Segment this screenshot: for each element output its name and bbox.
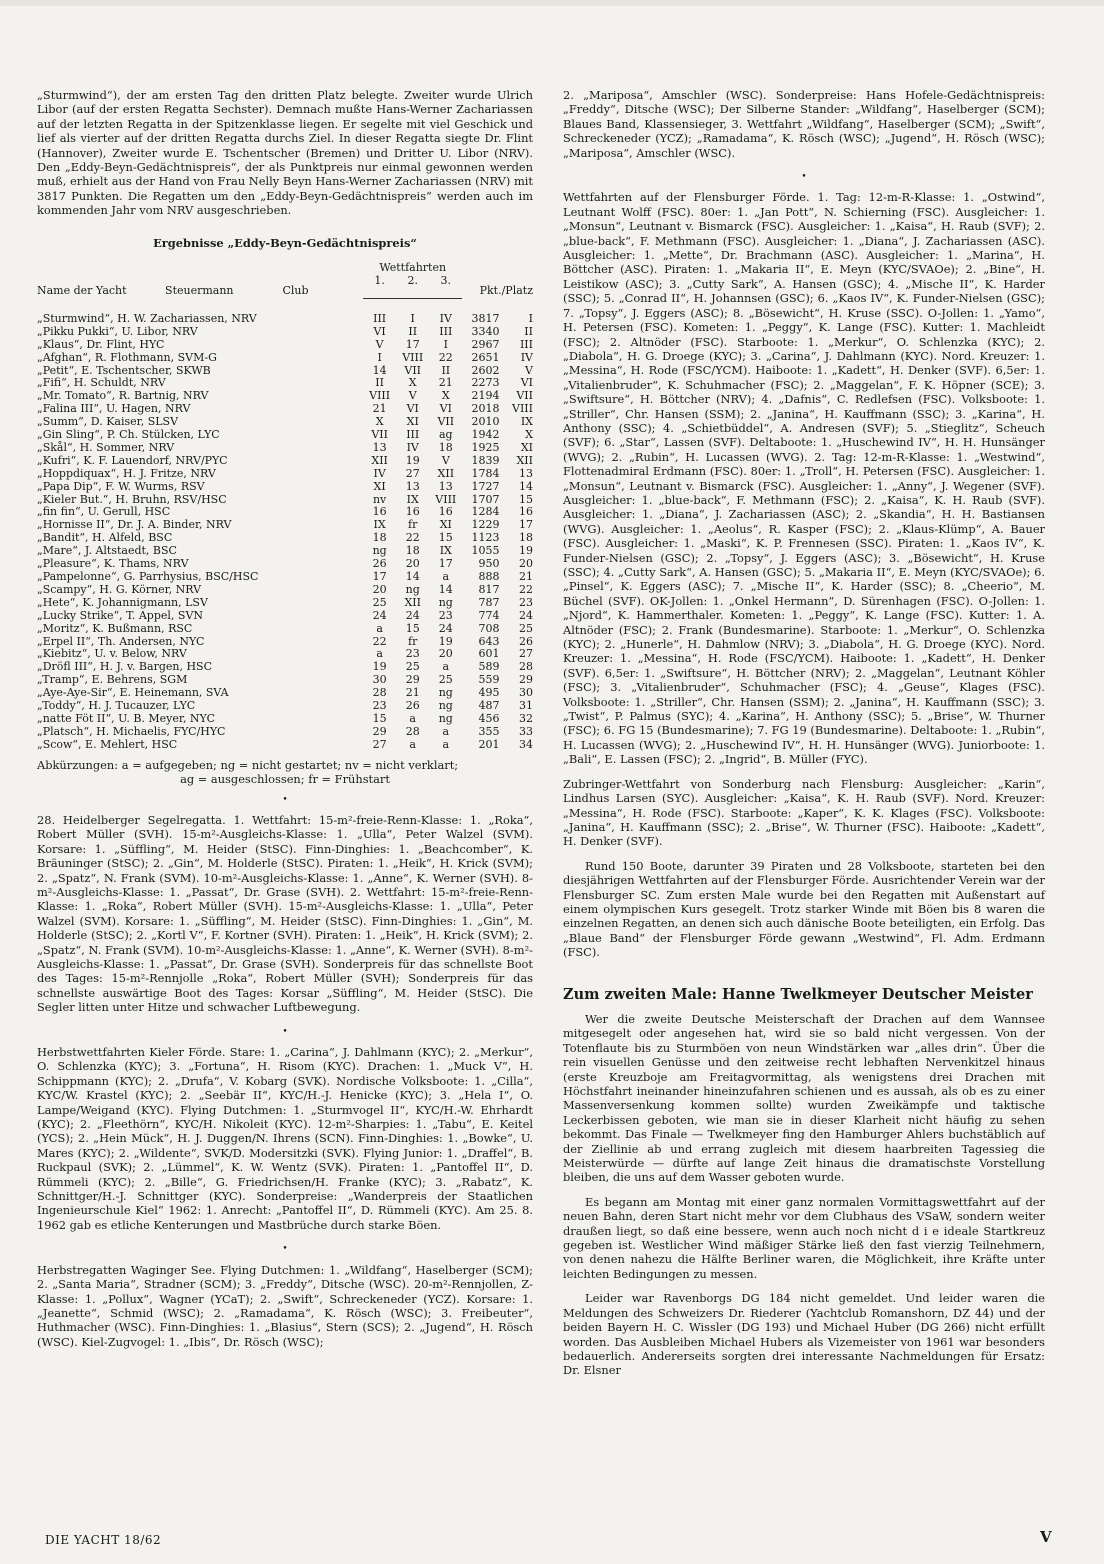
table-row (37, 726, 533, 739)
race-3-cell: 22 (438, 350, 453, 364)
table-row (37, 610, 533, 623)
table-row (37, 429, 533, 442)
table-row (37, 481, 533, 494)
yacht-name-cell: „Hornisse II“, Dr. J. A. Binder, NRV (37, 518, 232, 532)
place-cell: 13 (519, 466, 533, 480)
race-1-cell: ng (372, 544, 387, 558)
race-2-cell: 25 (405, 660, 420, 674)
race-3-cell: 19 (438, 634, 453, 648)
points-cell: 2273 (471, 376, 500, 390)
race-3-cell: X (441, 389, 450, 403)
abbreviations-line-2: ag = ausgeschlossen; fr = Frühstart (180, 772, 390, 787)
race-3-cell: ng (438, 595, 453, 609)
yacht-name-cell: „Sturmwind“, H. W. Zachariassen, NRV (37, 311, 257, 325)
race-1-cell: 23 (372, 699, 387, 713)
race-2-cell: 26 (405, 699, 420, 713)
race-3-cell: ag (438, 428, 453, 442)
race-2-cell: IX (406, 492, 419, 506)
yacht-name-cell: „Papa Dip“, F. W. Wurms, RSV (37, 479, 205, 493)
race-2-cell: 15 (405, 621, 420, 635)
separator-star: • (282, 794, 288, 805)
yacht-name-cell: „Pleasure“, K. Thams, NRV (37, 557, 189, 571)
place-cell: V (525, 363, 533, 377)
yacht-name-cell: „Toddy“, H. J. Tucauzer, LYC (37, 699, 196, 713)
race-3-cell: XI (439, 518, 452, 532)
race-2-cell: 23 (405, 647, 420, 661)
points-cell: 2010 (471, 415, 500, 429)
place-cell: 20 (519, 557, 533, 571)
points-cell: 1229 (471, 518, 500, 532)
place-cell: VI (520, 376, 533, 390)
right-column (563, 88, 1045, 1388)
race-2-cell: 17 (405, 337, 420, 351)
table-row (37, 442, 533, 455)
yacht-name-cell: „Kiebitz“, U. v. Below, NRV (37, 647, 187, 661)
zubringer-report: Zubringer-Wettfahrt von Sonderburg nach Flensburg: Ausgleicher: „Karin“, Lindhus Larsen (SYC). Ausgleicher: „Kaisa“, K. H. Raub (SVF). Nord. Kreuzer: „Messina“, H. Rode (FSC). Starboote: „Kaper“, K. K. Klages (FSC). Volksboote: „Janina“, H. Kauffmann (SSC); 2. „Brise“, W. Thurner (FSC). Haiboote: „Kadett“, H. Denker (SVF). (563, 776, 1045, 849)
points-cell: 774 (478, 608, 500, 622)
race-3-cell: V (441, 453, 450, 467)
race-1-cell: 30 (372, 673, 387, 687)
race-2-cell: X (408, 376, 417, 390)
race-2-cell: VII (404, 363, 422, 377)
race-3-cell: 24 (438, 621, 453, 635)
yacht-name-cell: „Mr. Tomato“, R. Bartnig, NRV (37, 389, 209, 403)
race-1-cell: 20 (372, 582, 387, 596)
race-2-cell: IV (406, 440, 419, 454)
place-cell: XII (516, 453, 533, 467)
race-3-cell: a (442, 737, 450, 751)
waging-report: Herbstregatten Waginger See. Flying Dutchmen: 1. „Wildfang“, Haselberger (SCM); 2. „Santa Maria“, Stradner (SCM); 3. „Freddy“, Ditsche (WSC). 20-m²-Rennjollen, Z-Klasse: 1. „Pollux“, Wagner (YCaT); 2. „Swift“, Schreckeneder (YCZ). Korsare: 1. „Jeanette“, Schmid (WSC); 2. „Ramadama“, K. Rösch (WSC); 3. Freibeuter“, Huthmacher (WSC). Finn-Dinghies: 1. „Blasius“, Stern (SCS); 2. „Jugend“, H. Rösch (WSC). Kiel-Zugvogel: 1. „Ibis“, Dr. Rösch (WSC); (37, 1262, 533, 1349)
results-table (37, 262, 533, 752)
race-3-cell: 23 (438, 608, 453, 622)
race-1-cell: IX (373, 518, 386, 532)
yacht-name-cell: „Pampelonne“, G. Parrhysius, BSC/HSC (37, 570, 259, 583)
header-points-place: Pkt./Platz (479, 284, 533, 298)
place-cell: 24 (519, 608, 533, 622)
yacht-name-cell: „Tramp“, E. Behrens, SGM (37, 673, 188, 687)
race-2-cell: 20 (405, 557, 420, 571)
race-3-cell: 14 (438, 582, 453, 596)
race-3-cell: 18 (438, 440, 453, 454)
race-2-cell: 29 (405, 673, 420, 687)
place-cell: 16 (519, 505, 533, 519)
points-cell: 3817 (471, 311, 500, 325)
header-name: Name der Yacht Steuermann Club (37, 284, 309, 298)
race-3-cell: 21 (438, 376, 453, 390)
place-cell: 25 (519, 621, 533, 635)
table-row (37, 584, 533, 597)
points-cell: 2194 (471, 389, 500, 403)
yacht-name-cell: „Scampy“, H. G. Körner, NRV (37, 582, 202, 596)
place-cell: VII (516, 389, 533, 403)
yacht-name-cell: „Mare“, J. Altstaedt, BSC (37, 544, 177, 558)
table-row (37, 298, 533, 325)
points-cell: 559 (478, 673, 500, 687)
yacht-name-cell: „Kufri“, K. F. Lauendorf, NRV/PYC (37, 453, 228, 467)
place-cell: 14 (519, 479, 533, 493)
points-cell: 1284 (471, 505, 500, 519)
race-3-cell: 17 (438, 557, 453, 571)
race-2-cell: 19 (405, 453, 420, 467)
points-cell: 1784 (471, 466, 500, 480)
race-1-cell: 29 (372, 724, 387, 738)
yacht-name-cell: „Afghan“, R. Flothmann, SVM-G (37, 350, 217, 364)
separator-star: • (282, 1026, 288, 1037)
place-cell: 32 (519, 711, 533, 725)
race-3-cell: 20 (438, 647, 453, 661)
race-2-cell: V (408, 389, 417, 403)
abbreviations (37, 758, 533, 787)
place-cell: X (525, 428, 533, 442)
place-cell: 26 (519, 634, 533, 648)
place-cell: 18 (519, 531, 533, 545)
race-1-cell: 28 (372, 686, 387, 700)
place-cell: III (519, 337, 533, 351)
points-cell: 2967 (471, 337, 500, 351)
race-1-cell: nv (372, 492, 387, 506)
race-1-cell: a (376, 621, 383, 635)
yacht-name-cell: „Petit“, E. Tschentscher, SKWB (37, 363, 211, 377)
race-2-cell: 24 (405, 608, 420, 622)
place-cell: 22 (519, 582, 533, 596)
points-cell: 589 (478, 660, 500, 674)
yacht-name-cell: „Moritz“, K. Bußmann, RSC (37, 621, 193, 635)
points-cell: 2018 (471, 402, 500, 416)
place-cell: 17 (519, 518, 533, 532)
place-cell: 27 (519, 647, 533, 661)
place-cell: 33 (519, 724, 533, 738)
race-3-cell: VI (439, 402, 452, 416)
intro-paragraph: „Sturmwind“), der am ersten Tag den dritten Platz belegte. Zweiter wurde Ulrich Libor (auf der ersten Regatta Sechster). Demnach mußte Hans-Werner Zachariassen auf der letzten Regatta in der Spitzenklasse liegen. Er segelte mit viel Geschick und lief als vierter auf der dritten Regatta durchs Ziel. In dieser Regatta siegte Dr. Flint (Hannover), Zweiter wurde E. Tschentscher (Bremen) und Dritter U. Libor (NRV). Den „Eddy-Beyn-Gedächtnispreis“, der als Punktpreis nur einmal gewonnen werden muß, erhielt aus der Hand von Frau Nelly Beyn Hans-Werner Zachariassen (NRV) mit 3817 Punkten. Die Regatten um den „Eddy-Beyn-Gedächtnispreis“ werden auch im kommenden Jahr vom NRV ausgeschrieben. (37, 88, 533, 218)
race-3-cell: 13 (438, 479, 453, 493)
yacht-name-cell: „Pikku Pukki“, U. Libor, NRV (37, 324, 198, 338)
race-1-cell: 19 (372, 660, 387, 674)
race-2-cell: 13 (405, 479, 420, 493)
points-cell: 643 (478, 634, 500, 648)
magazine-footer: DIE YACHT 18/62 (45, 1533, 162, 1547)
points-cell: 456 (478, 711, 500, 725)
points-cell: 1925 (471, 440, 500, 454)
race-3-cell: VII (437, 415, 455, 429)
place-cell: I (528, 311, 533, 325)
race-2-cell: ng (405, 582, 420, 596)
place-cell: VIII (512, 402, 533, 416)
yacht-name-cell: „Klaus“, Dr. Flint, HYC (37, 337, 165, 351)
race-1-cell: VII (371, 428, 388, 442)
race-1-cell: VI (373, 324, 386, 338)
race-3-cell: II (441, 363, 451, 377)
race-2-cell: VIII (402, 350, 424, 364)
points-cell: 1727 (471, 479, 500, 493)
race-3-cell: III (439, 324, 453, 338)
race-1-cell: III (373, 311, 387, 325)
race-1-cell: II (375, 376, 384, 390)
race-1-cell: 27 (372, 737, 387, 751)
flensburg-summary: Rund 150 Boote, darunter 39 Piraten und 28 Volksboote, starteten bei den diesjährigen Wettfahrten auf der Flensburger Förde. Ausrichtender Verein war der Flensburger SC. Zum ersten Male wurde bei den Regatten mit Außenstart auf einem olympischen Kurs gesegelt. Trotz starker Winde mit Böen bis 8 waren die einzelnen Regatten, an denen sich auch dänische Boote beteiligten, ein Erfolg. Das „Blaue Band“ der Flensburger Förde gewann „Westwind“, Fl. Adm. Erdmann (FSC). (563, 858, 1045, 960)
heidelberg-report: 28. Heidelberger Segelregatta. 1. Wettfahrt: 15-m²-freie-Renn-Klasse: 1. „Roka“, Robert Müller (SVH). 15-m²-Ausgleichs-Klasse: 1. „Ulla“, Peter Walzel (SVM). Korsare: 1. „Süffling“, M. Heider (StSC). Finn-Dinghies: 1. „Beachcomber“, K. Bräuninger (StSC); 2. „Gin“, M. Holderle (StSC). Piraten: 1. „Heik“, H. Krick (SVM); 2. „Spatz“, N. Frank (SVM). 10-m²-Ausgleichs-Klasse: 1. „Anne“, K. Werner (SVH). 8-m²-Ausgleichs-Klasse: 1. „Passat“, Dr. Grase (SVH). 2. Wettfahrt: 15-m²-freie-Renn-Klasse: 1. „Roka“, Robert Müller (SVH). 15-m²-Ausgleichs-Klasse: 1. „Ulla“, Peter Walzel (SVM). Korsare: 1. „Süffling“, M. Heider (StSC). Finn-Dinghies: 1. „Gin“, M. Holderle (StSC); 2. „Kortl V“, F. Kortner (SVH). Piraten: 1. „Heik“, H. Krick (SVM); 2. „Spatz“, N. Frank (SVM). 10-m²-Ausgleichs-Klasse: 1. „Anne“, K. Werner (SVH). 8-m²-Ausgleichs-Klasse: 1. „Passat“, Dr. Grase (SVH). Sonderpreis für das schnellste Boot des Tages: 15-m²-Rennjolle „Roka“, Robert Müller (SVH); Sonderpreis für das schnellste auswärtige Boot des Tages: Korsar „Süffling“, M. Heider (StSC). Die Segler litten unter Hitze und schwacher Luftbewegung. (37, 812, 533, 1015)
yacht-name-cell: „Aye-Aye-Sir“, E. Heinemann, SVA (37, 686, 229, 700)
race-2-cell: 22 (405, 531, 420, 545)
table-row (37, 455, 533, 468)
points-cell: 1942 (471, 428, 500, 442)
yacht-name-cell: „fin fin“, U. Gerull, HSC (37, 505, 171, 519)
race-2-cell: II (408, 324, 418, 338)
table-row (37, 623, 533, 636)
place-cell: IX (520, 415, 533, 429)
place-cell: 19 (519, 544, 533, 558)
place-cell: II (524, 324, 533, 338)
header-race-2: 2. (396, 275, 429, 298)
table-row (37, 713, 533, 726)
points-cell: 1123 (471, 531, 500, 545)
yacht-name-cell: „Kieler But.“, H. Bruhn, RSV/HSC (37, 492, 227, 506)
race-1-cell: a (376, 647, 383, 661)
results-table-body (37, 298, 533, 751)
race-1-cell: IV (373, 466, 386, 480)
race-3-cell: IV (439, 311, 452, 325)
yacht-name-cell: „Fifi“, H. Schuldt, NRV (37, 376, 166, 390)
yacht-name-cell: „Erpel II“, Th. Andersen, NYC (37, 634, 205, 648)
points-cell: 601 (478, 647, 500, 661)
race-1-cell: 16 (372, 505, 387, 519)
race-1-cell: 13 (372, 440, 387, 454)
race-2-cell: 14 (405, 570, 420, 583)
place-cell: 30 (519, 686, 533, 700)
yacht-name-cell: „Summ“, D. Kaiser, SLSV (37, 415, 179, 429)
race-2-cell: III (406, 428, 420, 442)
race-1-cell: XI (373, 479, 386, 493)
separator-star: • (801, 172, 807, 183)
race-1-cell: 14 (372, 363, 387, 377)
yacht-name-cell: „natte Föt II“, U. B. Meyer, NYC (37, 711, 216, 725)
points-cell: 950 (478, 557, 500, 571)
table-row (37, 468, 533, 481)
race-1-cell: 24 (372, 608, 387, 622)
flensburg-report: Wettfahrten auf der Flensburger Förde. 1. Tag: 12-m-R-Klasse: 1. „Ostwind“, Leutnant Wolff (FSC). 80er: 1. „Jan Pott“, N. Schierning (FSC). Ausgleicher: 1. „Monsun“, Leutnant v. Bismarck (FSC). Ausgleicher: 1. „Kaisa“, H. Raub (SVF); 2. „blue-back“, F. Methmann (FSC). Ausgleicher: 1. „Diana“, J. Zachariassen (ASC). Ausgleicher: 1. „Mette“, Dr. Brachmann (ASC). Ausgleicher: 1. „Marina“, H. Böttcher (ASC). Piraten: 1. „Makaria II“, E. Meyn (KYC/SVAOe); 2. „Bine“, H. Leistikow (ASC); 3. „Cutty Sark“, A. Hansen (GSC); 4. „Mische II“, K. Harder (SSC); 5. „Conrad II“, H. Johannsen (GSC); 6. „Kaos IV“, K. Funder-Nielsen (GSC); 7. „Topsy“, J. Eggers (ASC); 8. „Bösewicht“, H. Kruse (SSC). O-Jollen: 1. „Yamo“, H. Petersen (FSC). Kometen: 1. „Peggy“, K. Lange (FSC). Kutter: 1. Machleidt (FSC); 2. Altnöder (FSC). Starboote: 1. „Merkur“, O. Schlenzka (KYC); 2. „Diabola“, H. G. Droege (KYC); 3. „Carina“, J. Dahlmann (KYC). Nord. Kreuzer: 1. „Messina“, H. Rode (FSC/YCM). Haiboote: 1. „Kadett“, H. Denker (SVF). 6,5er: 1. „Vitalienbruder“, K. Schuhmacher (FSC); 2. „Maggelan“, F. K. Höpner (SCE); 3. „Swiftsure“, H. Böttcher (NRV); 4. „Dafnis“, C. Redlefsen (FSC). Volksboote: 1. „Striller“, Chr. Hansen (SSM); 2. „Janina“, H. Kauffmann (SSC); 3. „Karina“, H. Anthony (SSC); 4. „Schietbüddel“, A. Andresen (SVF); 5. „Stieglitz“, Scheuch (SVF); 6. „Star“, Lassen (SVF). Deltaboote: 1. „Huschewind IV“, H. H. Hunsänger (WVG); 2. „Rubin“, H. Lucassen (WVG). 2. Tag: 12-m-R-Klasse: 1. „Westwind“, Flottenadmiral Erdmann (FSC). 80er: 1. „Troll“, H. Petersen (FSC). Ausgleicher: 1. „Monsun“, Leutnant v. Bismarck (FSC). Ausgleicher: 1. „Anny“, J. Wegener (SVF). Ausgleicher: 1. „blue-back“, F. Methmann (FSC); 2. „Kaisa“, K. H. Raub (SVF). Ausgleicher: 1. „Diana“, J. Zachariassen (ASC); 2. „Skandia“, H. H. Bastiansen (WVG). Ausgleicher: 1. „Aeolus“, R. Kasper (FSC); 2. „Klaus-Klümp“, A. Bauer (FSC). Ausgleicher: 1. „Maski“, K. P. Frennesen (SSC). Piraten: 1. „Kaos IV“, K. Funder-Nielsen (GSC); 2. „Topsy“, J. Eggers (ASC); 3. „Bösewicht“, H. Kruse (SSC); 4. „Cutty Sark“, A. Hansen (GSC); 5. „Makaria II“, E. Meyn (KYC/SVAOe); 6. „Pinsel“, K. Eggers (ASC); 7. „Mische II“, K. Harder (SSC); 8. „Cheerio“, M. Büchel (SVF). OK-Jollen: 1. „Onkel Hermann“, D. Sürenhagen (FSC). O-Jollen: 1. „Njord“, K. Hammerthaler. Kometen: 1. „Peggy“, K. Lange (FSC). Kutter: 1. A. Altnöder (FSC); 2. Frank (Bundesmarine). Starboote: 1. „Merkur“, O. Schlenzka (KYC); 2. „Hunerle“, H. Dahmlow (NRV); 3. „Diabola“, H. G. Droege (KYC). Nord. Kreuzer: 1. „Messina“, H. Rode (FSC/YCM). Haiboote: 1. „Kadett“, H. Denker (SVF). 6,5er: 1. „Swiftsure“, H. Böttcher (NRV); 2. „Maggelan“, Leutnant Köhler (FSC); 3. „Vitalienbruder“, Schuhmacher (FSC); 4. „Geuse“, Klages (FSC). Volksboote: 1. „Striller“, Chr. Hansen (SSM); 2. „Janina“, H. Kauffmann (SSC); 3. „Twist“, P. Palmus (SYC); 4. „Karina“, H. Anthony (SSC); 5. „Brise“, W. Thurner (FSC); 6. FG 15 (Bundesmarine); 7. FG 19 (Bundesmarine). Deltaboote: 1. „Rubin“, H. Lucassen (WVG); 2. „Huschewind IV“, H. H. Hunsänger (WVG). Juniorboote: 1. „Bali“, E. Lassen (FSC); 2. „Ingrid“, B. Müller (FYC). (563, 190, 1045, 767)
race-3-cell: 15 (438, 531, 453, 545)
race-2-cell: 16 (405, 505, 420, 519)
race-1-cell: 15 (372, 711, 387, 725)
race-1-cell: 22 (372, 634, 387, 648)
header-race-3: 3. (429, 275, 462, 298)
header-race-1: 1. (363, 275, 396, 298)
race-3-cell: 16 (438, 505, 453, 519)
yacht-name-cell: „Falina III“, U. Hagen, NRV (37, 402, 191, 416)
race-1-cell: I (377, 350, 382, 364)
points-cell: 1839 (471, 453, 500, 467)
race-1-cell: XII (371, 453, 388, 467)
race-3-cell: a (442, 724, 450, 738)
race-3-cell: a (442, 570, 450, 583)
yacht-name-cell: „Hoppdiquax“, H. J. Fritze, NRV (37, 466, 216, 480)
race-1-cell: 17 (372, 570, 387, 583)
table-row (37, 597, 533, 610)
race-2-cell: 21 (405, 686, 420, 700)
race-2-cell: XII (404, 595, 421, 609)
race-2-cell: XI (406, 415, 419, 429)
abbreviations-line-1: Abkürzungen: a = aufgegeben; ng = nicht gestartet; nv = nicht verklart; (37, 757, 459, 772)
points-cell: 2651 (471, 350, 500, 364)
yacht-name-cell: „Gin Sling“, P. Ch. Stülcken, LYC (37, 428, 220, 442)
race-3-cell: ng (438, 711, 453, 725)
race-1-cell: 25 (372, 595, 387, 609)
place-cell: 28 (519, 660, 533, 674)
yacht-name-cell: „Skål“, H. Sommer, NRV (37, 440, 175, 454)
race-2-cell: 18 (405, 544, 420, 558)
article-paragraph-3: Leider war Ravenborgs DG 184 nicht gemeldet. Und leider waren die Meldungen des Schweizers Dr. Riederer (Yachtclub Romanshorn, DZ 44) und der beiden Bayern H. C. Wissler (DG 193) und Michael Huber (DG 266) nicht erfüllt worden. Das Ausbleiben Michael Hubers als Vizemeister von 1961 war besonders bedauerlich. Andererseits sorgten drei interessante Nachmeldungen für Ersatz: Dr. Elsner (563, 1291, 1045, 1378)
points-cell: 1707 (471, 492, 500, 506)
race-1-cell: 21 (372, 402, 387, 416)
race-2-cell: 27 (405, 466, 420, 480)
separator-star: • (282, 1244, 288, 1255)
race-2-cell: fr (408, 518, 418, 532)
points-cell: 708 (478, 621, 500, 635)
yacht-name-cell: „Bandit“, H. Alfeld, BSC (37, 531, 173, 545)
place-cell: 29 (519, 673, 533, 687)
race-3-cell: IX (439, 544, 452, 558)
place-cell: 15 (519, 492, 533, 506)
place-cell: 34 (519, 737, 533, 751)
points-cell: 487 (478, 699, 500, 713)
race-3-cell: XII (437, 466, 455, 480)
points-cell: 817 (478, 582, 500, 596)
race-3-cell: ng (438, 699, 453, 713)
results-table-title: Ergebnisse „Eddy-Beyn-Gedächtnispreis“ (153, 235, 417, 250)
place-cell: 23 (519, 595, 533, 609)
points-cell: 787 (478, 595, 500, 609)
yacht-name-cell: „Dröfl III“, H. J. v. Bargen, HSC (37, 660, 212, 674)
points-cell: 3340 (471, 324, 500, 338)
points-cell: 355 (478, 724, 500, 738)
table-row (37, 739, 533, 752)
place-cell: 31 (519, 699, 533, 713)
race-3-cell: a (442, 660, 450, 674)
table-row (37, 352, 533, 365)
place-cell: IV (520, 350, 533, 364)
points-cell: 1055 (471, 544, 500, 558)
race-2-cell: 28 (405, 724, 420, 738)
article-headline: Zum zweiten Male: Hanne Twelkmeyer Deutscher Meister (563, 985, 1033, 1003)
yacht-name-cell: „Scow“, E. Mehlert, HSC (37, 737, 178, 751)
header-wettfahrten: Wettfahrten (379, 261, 447, 275)
race-1-cell: 18 (372, 531, 387, 545)
yacht-name-cell: „Lucky Strike“, T. Appel, SVN (37, 608, 204, 622)
race-1-cell: VIII (369, 389, 391, 403)
kiel-report: Herbstwettfahrten Kieler Förde. Stare: 1. „Carina“, J. Dahlmann (KYC); 2. „Merkur“, O. Schlenzka (KYC); 3. „Fortuna“, H. Risom (KYC). Drachen: 1. „Muck V“, H. Schippmann (KYC); 2. „Drufa“, V. Kobarg (SVK). Nordische Volksboote: 1. „Cilla“, KYC/W. Krastel (KYC); 2. „Seebär II“, KYC/H.-J. Henicke (KYC); 3. „Hela I“, O. Lampe/Weigand (KYC). Flying Dutchmen: 1. „Sturmvogel II“, KYC/H.-W. Ehrhardt (KYC); 2. „Fleethörn“, KYC/H. Nikoleit (KYC). 12-m²-Sharpies: 1. „Tabu“, E. Keitel (YCS); 2. „Hein Mück“, H. J. Duggen/N. Ihrens (SCN). Finn-Dinghies: 1. „Bowke“, U. Mares (KYC); 2. „Wildente“, SVK/D. Modersitzki (SVK). Flying Junior: 1. „Draffel“, B. Ruckpaul (SVK); 2. „Lümmel“, K. W. Wentz (SVK). Piraten: 1. „Pantoffel II“, D. Rümmeli (KYC); 2. „Bille“, G. Friedrichsen/H. Franke (KYC); 3. „Rabatz“, K. Schnittger/H.-J. Schnittger (KYC). Sonderpreise: „Wanderpreis der Staatlichen Ingenieurschule Kiel“ 1962: 1. Anrecht: „Pantoffel II“, D. Rümmeli (KYC). Am 25. 8. 1962 gab es etliche Kenterungen und Mastbrüche durch starke Böen. (37, 1045, 533, 1232)
scan-edge (0, 0, 1104, 6)
points-cell: 2602 (471, 363, 500, 377)
race-3-cell: VIII (435, 492, 457, 506)
place-cell: XI (520, 440, 533, 454)
points-cell: 888 (478, 570, 500, 583)
table-row (37, 326, 533, 339)
race-2-cell: a (409, 737, 416, 751)
article-paragraph-2: Es begann am Montag mit einer ganz normalen Vormittagswettfahrt auf der neuen Bahn, deren Start nicht mehr vor dem Clubhaus des VSaW, sondern weiter draußen liegt, so daß eine bessere, wenn auch noch nicht d i e ideale Startkreuz gegeben ist. Westlicher Wind mäßiger Stärke ließ den fast vierzig Teilnehmern, von denen nahezu die Hälfte Berliner waren, die Möglichkeit, ihre Kräfte unter leichten Bedingungen zu messen. (563, 1194, 1045, 1281)
race-3-cell: I (443, 337, 448, 351)
race-2-cell: I (410, 311, 415, 325)
race-3-cell: 25 (438, 673, 453, 687)
place-cell: 21 (519, 570, 533, 583)
race-1-cell: X (375, 415, 384, 429)
table-row (37, 571, 533, 584)
yacht-name-cell: „Hete“, K. Johannigmann, LSV (37, 595, 208, 609)
race-2-cell: VI (406, 402, 419, 416)
points-cell: 495 (478, 686, 500, 700)
points-cell: 201 (478, 737, 500, 751)
race-1-cell: 26 (372, 557, 387, 571)
yacht-name-cell: „Platsch“, H. Michaelis, FYC/HYC (37, 724, 226, 738)
left-column (37, 88, 533, 1359)
race-1-cell: V (375, 337, 384, 351)
table-row (37, 339, 533, 352)
page-number: V (1040, 1528, 1052, 1546)
race-3-cell: ng (438, 686, 453, 700)
article-paragraph-1: Wer die zweite Deutsche Meisterschaft der Drachen auf dem Wannsee mitgesegelt oder angesehen hat, wird sie so bald nicht vergessen. Von der Totenflaute bis zu Sturmböen von neun Windstärken war „alles drin“. Über die rein visuellen Genüsse und den zeitweise recht lebhaften Nervenkitzel hinaus (erste Kreuzboje am Freitagvormittag, als wenigstens drei Drachen mit Höchstfahrt ineinander hineinzufahren schienen und es aussah, als ob es zu einer Massenversenkung kommen sollte) wurden Zweikämpfe und taktische Leckerbissen geboten, wie man sie in dieser Klarheit nicht häufig zu sehen bekommt. Das Finale — Twelkmeyer fing den Hamburger Ahlers buchstäblich auf der Ziellinie ab und errang zugleich mit diesem haarbreiten Tagessieg die Meisterwürde — dürfte auf lange Zeit hinaus die dramatischste Vorstellung bleiben, die uns auf dem Wasser geboten wurde. (563, 1011, 1045, 1185)
race-2-cell: fr (408, 634, 418, 648)
waging-report-continued: 2. „Mariposa“, Amschler (WSC). Sonderpreise: Hans Hofele-Gedächtnispreis: „Freddy“, Ditsche (WSC); Der Silberne Stander: „Wildfang“, Haselberger (SCM); Blaues Band, Klassensieger, 3. Wettfahrt „Wildfang“, Haselberger (SCM); „Swift“, Schreckeneder (YCZ); „Ramadama“, K. Rösch (WSC); „Jugend“, H. Rösch (WSC); „Mariposa“, Amschler (WSC). (563, 88, 1045, 160)
race-2-cell: a (409, 711, 416, 725)
